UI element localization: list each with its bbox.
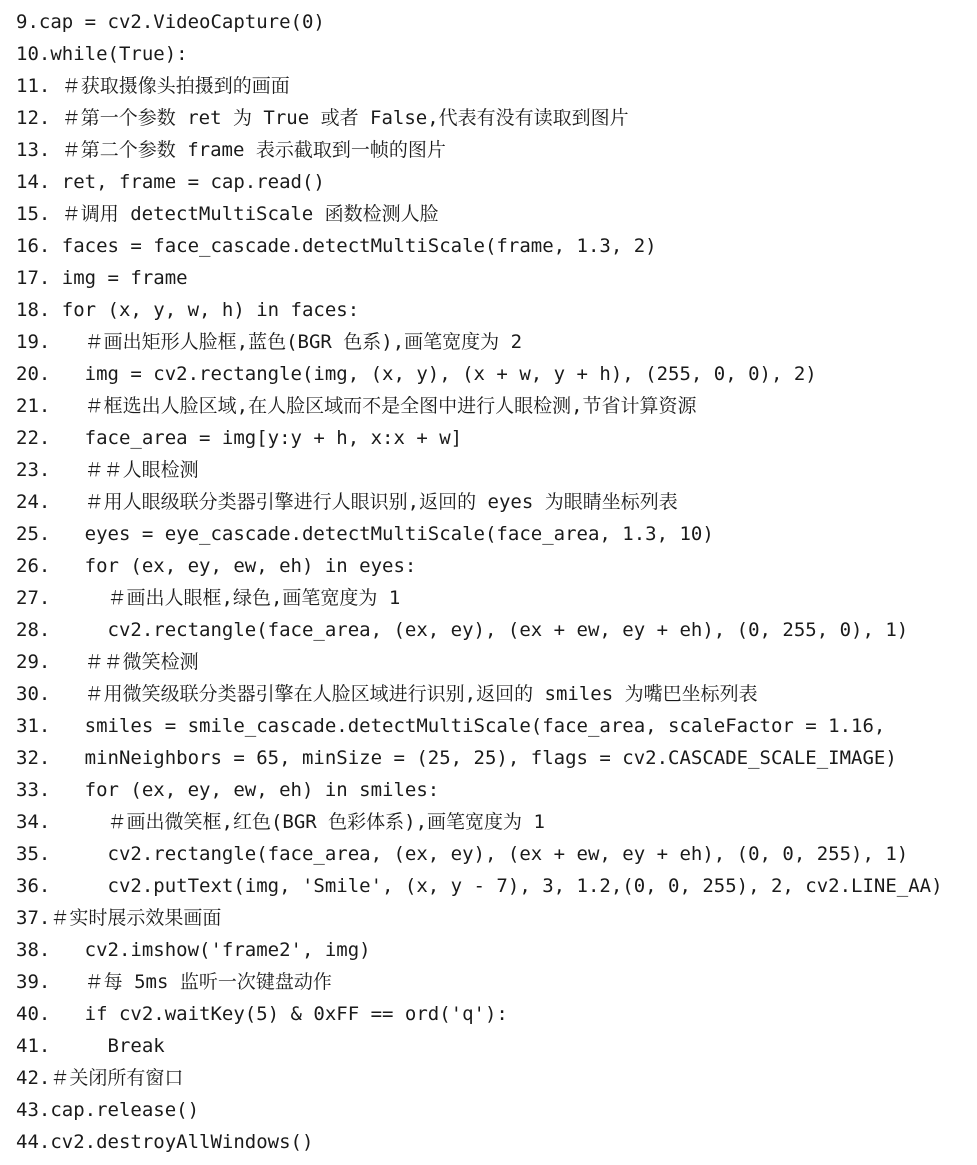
code-line-20: 20. img = cv2.rectangle(img, (x, y), (x + w, y + h), (255, 0, 0), 2) <box>16 363 817 385</box>
code-line-15: 15. ＃调用 detectMultiScale 函数检测人脸 <box>16 203 439 225</box>
code-line-36: 36. cv2.putText(img, 'Smile', (x, y - 7), 3, 1.2,(0, 0, 255), 2, cv2.LINE_AA) <box>16 875 943 897</box>
code-line-18: 18. for (x, y, w, h) in faces: <box>16 299 360 321</box>
code-line-17: 17. img = frame <box>16 267 188 289</box>
code-line-44: 44.cv2.destroyAllWindows() <box>16 1131 314 1153</box>
code-line-29: 29. ＃＃微笑检测 <box>16 651 199 673</box>
code-line-35: 35. cv2.rectangle(face_area, (ex, ey), (ex + ew, ey + eh), (0, 0, 255), 1) <box>16 843 909 865</box>
code-line-43: 43.cap.release() <box>16 1099 200 1121</box>
code-line-38: 38. cv2.imshow('frame2', img) <box>16 939 371 961</box>
code-line-23: 23. ＃＃人眼检测 <box>16 459 199 481</box>
code-line-27: 27. ＃画出人眼框,绿色,画笔宽度为 1 <box>16 587 401 609</box>
code-line-12: 12. ＃第一个参数 ret 为 True 或者 False,代表有没有读取到图片 <box>16 107 629 129</box>
code-line-28: 28. cv2.rectangle(face_area, (ex, ey), (ex + ew, ey + eh), (0, 255, 0), 1) <box>16 619 909 641</box>
code-line-41: 41. Break <box>16 1035 165 1057</box>
code-line-30: 30. ＃用微笑级联分类器引擎在人脸区域进行识别,返回的 smiles 为嘴巴坐标列表 <box>16 683 758 705</box>
code-line-37: 37.＃实时展示效果画面 <box>16 907 222 929</box>
code-line-14: 14. ret, frame = cap.read() <box>16 171 325 193</box>
code-line-22: 22. face_area = img[y:y + h, x:x + w] <box>16 427 463 449</box>
code-line-32: 32. minNeighbors = 65, minSize = (25, 25), flags = cv2.CASCADE_SCALE_IMAGE) <box>16 747 897 769</box>
code-line-9: 9.cap = cv2.VideoCapture(0) <box>16 11 325 33</box>
code-line-33: 33. for (ex, ey, ew, eh) in smiles: <box>16 779 440 801</box>
code-line-13: 13. ＃第二个参数 frame 表示截取到一帧的图片 <box>16 139 446 161</box>
code-line-34: 34. ＃画出微笑框,红色(BGR 色彩体系),画笔宽度为 1 <box>16 811 545 833</box>
code-line-11: 11. ＃获取摄像头拍摄到的画面 <box>16 75 290 97</box>
code-line-42: 42.＃关闭所有窗口 <box>16 1067 184 1089</box>
code-line-31: 31. smiles = smile_cascade.detectMultiScale(face_area, scaleFactor = 1.16, <box>16 715 886 737</box>
code-line-16: 16. faces = face_cascade.detectMultiScale(frame, 1.3, 2) <box>16 235 657 257</box>
code-line-25: 25. eyes = eye_cascade.detectMultiScale(face_area, 1.3, 10) <box>16 523 714 545</box>
code-line-19: 19. ＃画出矩形人脸框,蓝色(BGR 色系),画笔宽度为 2 <box>16 331 523 353</box>
code-line-26: 26. for (ex, ey, ew, eh) in eyes: <box>16 555 417 577</box>
code-line-24: 24. ＃用人眼级联分类器引擎进行人眼识别,返回的 eyes 为眼睛坐标列表 <box>16 491 678 513</box>
code-line-39: 39. ＃每 5ms 监听一次键盘动作 <box>16 971 332 993</box>
code-line-21: 21. ＃框选出人脸区域,在人脸区域而不是全图中进行人眼检测,节省计算资源 <box>16 395 697 417</box>
code-line-10: 10.while(True): <box>16 43 188 65</box>
code-line-40: 40. if cv2.waitKey(5) & 0xFF == ord('q'): <box>16 1003 508 1025</box>
